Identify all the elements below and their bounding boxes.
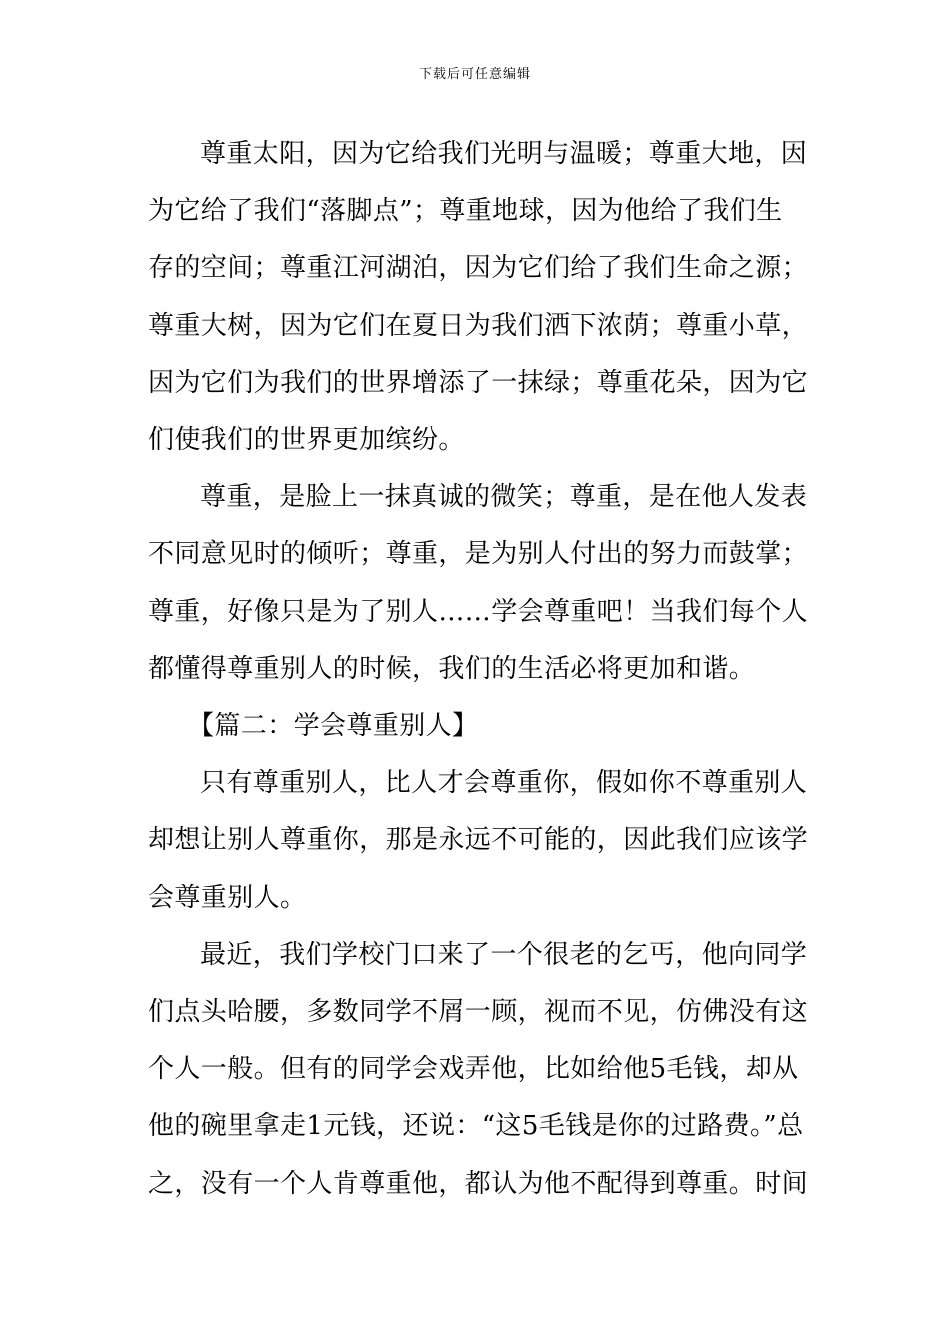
paragraph-respect-meaning: 尊重，是脸上一抹真诚的微笑；尊重，是在他人发表不同意见时的倾听；尊重，是为别人付出的努力而鼓掌；尊重，好像只是为了别人……学会尊重吧！当我们每个人都懂得尊重别人的时候，我们的生活必将更加和谐。 — [148, 482, 809, 684]
paragraph-respect-nature: 尊重太阳，因为它给我们光明与温暖；尊重大地，因为它给了我们“落脚点”；尊重地球，因为他给了我们生存的空间；尊重江河湖泊，因为它们给了我们生命之源；尊重大树，因为它们在夏日为我们洒下浓荫；尊重小草，因为它们为我们的世界增添了一抹绿；尊重花朵，因为它们使我们的世界更加缤纷。 — [148, 139, 809, 456]
page-header: 下载后可任意编辑 — [418, 67, 531, 82]
paragraph-beggar-story: 最近，我们学校门口来了一个很老的乞丐，他向同学们点头哈腰，多数同学不屑一顾，视而不见，仿佛没有这个人一般。但有的同学会戏弄他，比如给他5毛钱，却从他的碗里拿走1元钱，还说：“这5毛钱是你的过路费。”总之，没有一个人肯尊重他，都认为他不配得到尊重。时间 — [148, 939, 809, 1199]
paragraph-respect-others: 只有尊重别人，比人才会尊重你，假如你不尊重别人却想让别人尊重你，那是永远不可能的，因此我们应该学会尊重别人。 — [148, 768, 809, 913]
document-body — [148, 126, 808, 1213]
section-heading: 【篇二：学会尊重别人】 — [188, 711, 479, 742]
